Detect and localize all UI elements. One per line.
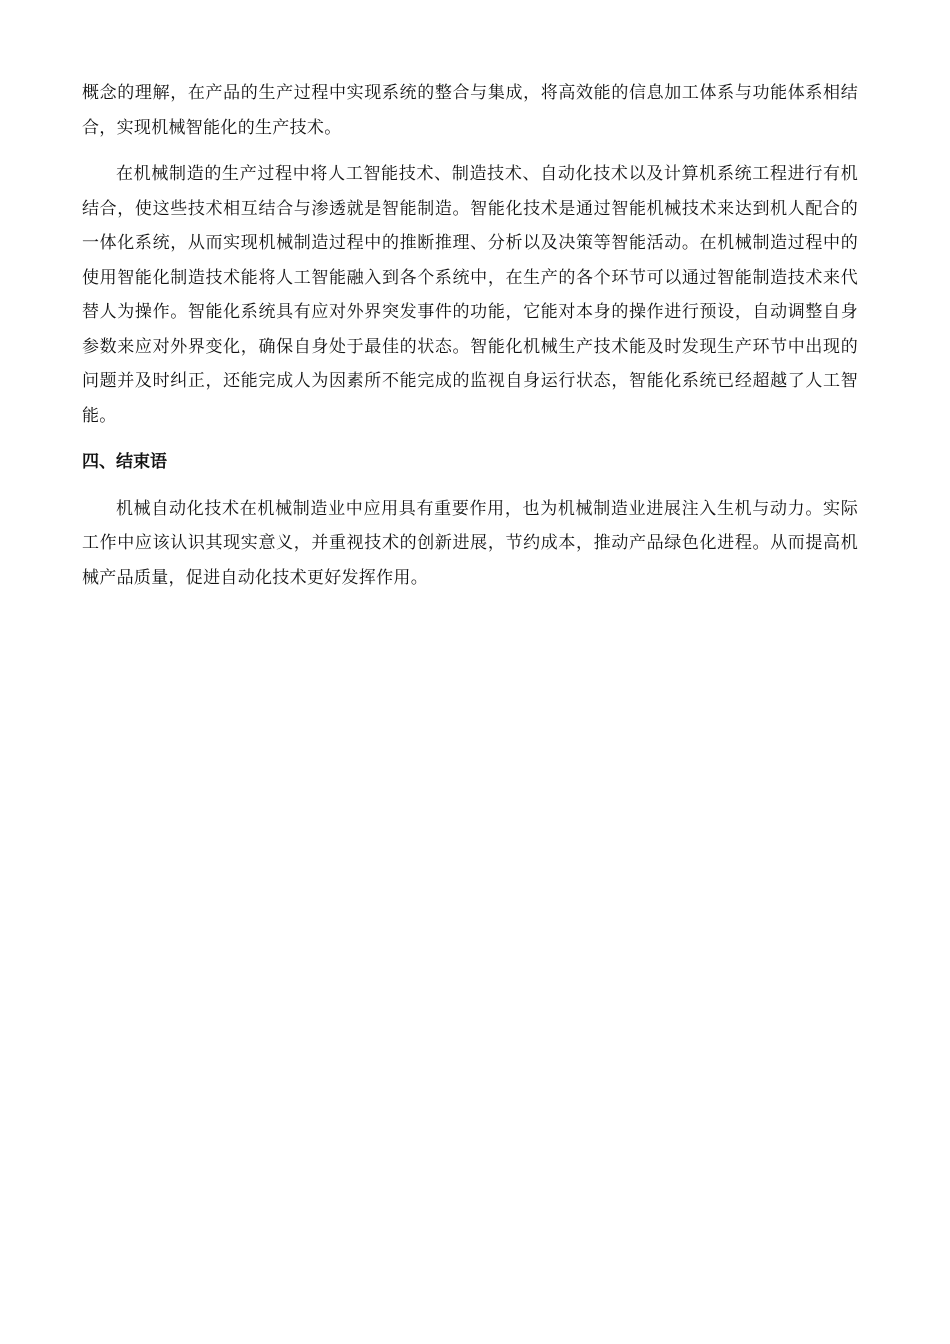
paragraph-gap [82, 480, 858, 492]
section-heading: 四、结束语 [82, 452, 167, 472]
document-page [82, 76, 858, 595]
paragraph-gap [82, 433, 858, 445]
paragraph-conclusion: 机械自动化技术在机械制造业中应用具有重要作用，也为机械制造业进展注入生机与动力。实际工作中应该认识其现实意义，并重视技术的创新进展，节约成本，推动产品绿色化进程。从而提高机械产品质量，促进自动化技术更好发挥作用。 [82, 498, 858, 588]
paragraph-gap [82, 145, 858, 157]
paragraph-continuation: 概念的理解，在产品的生产过程中实现系统的整合与集成，将高效能的信息加工体系与功能体系相结合，实现机械智能化的生产技术。 [82, 83, 858, 138]
paragraph-intelligent-manufacturing: 在机械制造的生产过程中将人工智能技术、制造技术、自动化技术以及计算机系统工程进行有机结合，使这些技术相互结合与渗透就是智能制造。智能化技术是通过智能机械技术来达到机人配合的一体化系统，从而实现机械制造过程中的推断推理、分析以及决策等智能活动。在机械制造过程中的使用智能化制造技术能将人工智能融入到各个系统中，在生产的各个环节可以通过智能制造技术来代替人为操作。智能化系统具有应对外界突发事件的功能，它能对本身的操作进行预设，自动调整自身参数来应对外界变化，确保自身处于最佳的状态。智能化机械生产技术能及时发现生产环节中出现的问题并及时纠正，还能完成人为因素所不能完成的监视自身运行状态，智能化系统已经超越了人工智能。 [82, 164, 858, 426]
